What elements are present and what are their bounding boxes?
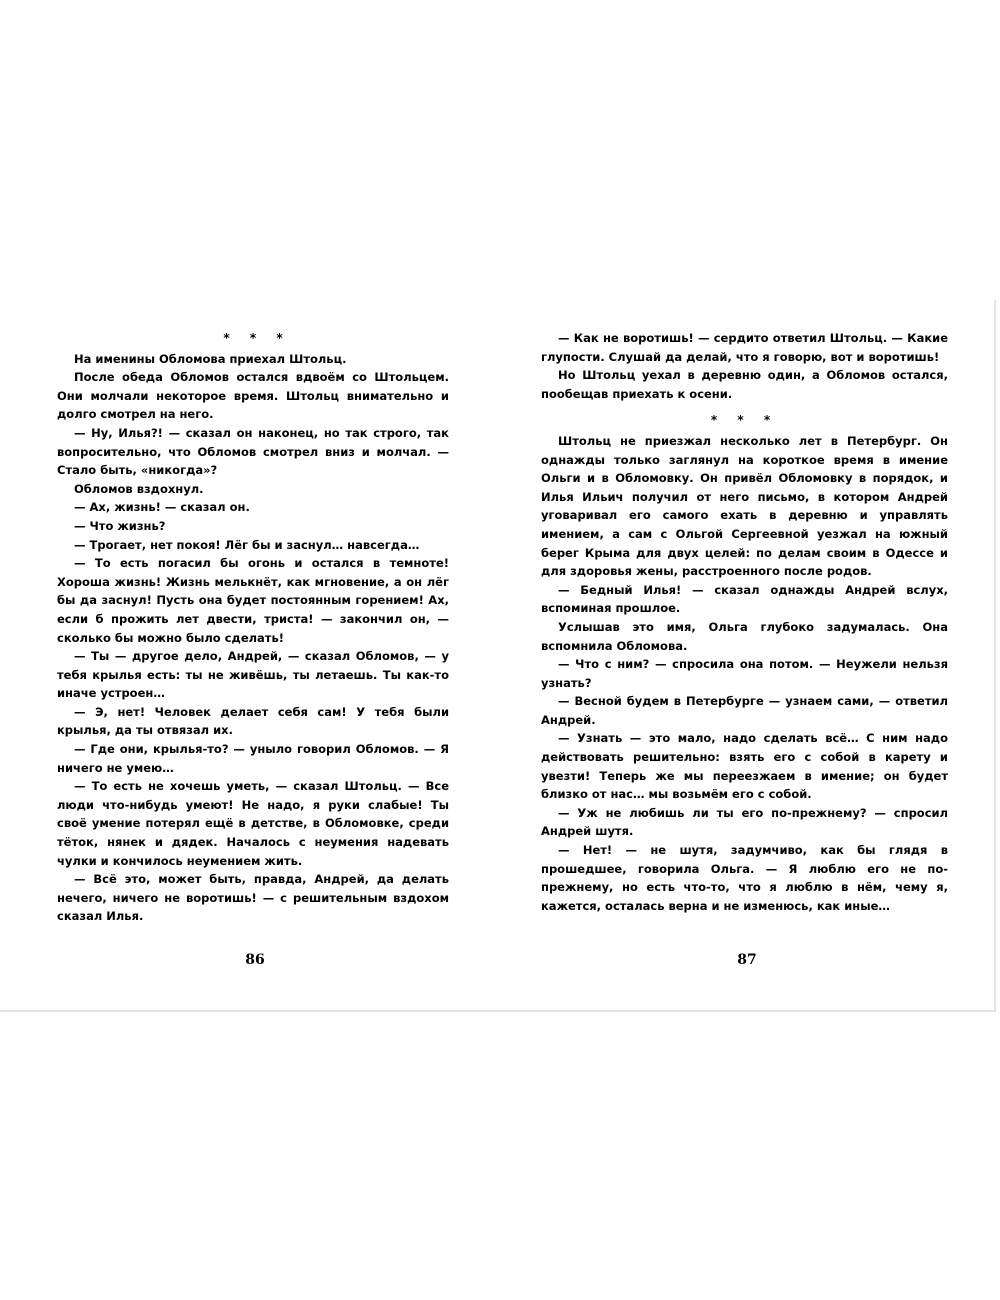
paragraph: — Ты — другое дело, Андрей, — сказал Обломов, — у тебя крылья есть: ты не живёшь, ты летаешь. Ты как-то иначе устроен…: [57, 649, 449, 701]
section-separator: * * *: [710, 413, 779, 428]
paragraph: На именины Обломова приехал Штольц.: [74, 351, 347, 366]
paragraph: Но Штольц уехал в деревню один, а Обломов остался, пообещав приехать к осени.: [541, 368, 948, 401]
paragraph: — Э, нет! Человек делает себя сам! У тебя были крылья, да ты отвязал их.: [57, 704, 449, 738]
paragraph: — Как не воротишь! — сердито ответил Штольц. — Какие глупости. Слушай да делай, что я говорю, вот и воротишь!: [541, 331, 948, 364]
paragraph: Обломов вздохнул.: [74, 481, 204, 496]
section-separator: * * *: [223, 331, 291, 345]
paragraph: — Трогает, нет покоя! Лёг бы и заснул… навсегда…: [74, 537, 420, 552]
paragraph: — То есть не хочешь уметь, — сказал Штольц. — Все люди что-нибудь умеют! Не надо, я руки слабые! Ты своё умение потерял ещё в детстве, в Обломовке, среди тёток, нянек и дядек. Началось с неумения надевать чулки и кончилось неумением жить.: [57, 779, 449, 868]
right-page-text: [541, 329, 948, 915]
paragraph: — То есть погасил бы огонь и остался в темноте! Хороша жизнь! Жизнь мелькнёт, как мгновение, а он лёг бы да заснул! Пусть она будет постоянным горением! Ах, если б прожить лет двести, триста! — закончил он, — сколько бы можно было сделать!: [57, 556, 449, 645]
paragraph: После обеда Обломов остался вдвоём со Штольцем. Они молчали некоторое время. Штольц внимательно и долго смотрел на него.: [57, 370, 449, 422]
paragraph: — Где они, крылья-то? — уныло говорил Обломов. — Я ничего не умею…: [57, 742, 449, 775]
right-page: [500, 300, 994, 1012]
left-page: [0, 300, 500, 1012]
paragraph: — Что жизнь?: [74, 518, 166, 533]
paragraph: — Уж не любишь ли ты его по-прежнему? — спросил Андрей шутя.: [541, 805, 948, 839]
paragraph: Штольц не приезжал несколько лет в Петербург. Он однажды только заглянул на короткое время в имение Ольги и в Обломовку. Он привёл Обломовку в порядок, и Илья Ильич получил от него письмо, в котором Андрей уговаривал его самого ехать в деревню и управлять имением, а сам с Ольгой Сергеевной уезжал на южный берег Крыма для двух целей: по делам своим в Одессе и для здоровья жены, расстроенного после родов.: [541, 433, 948, 579]
page-number-right: 87: [737, 952, 757, 968]
paragraph: — Всё это, может быть, правда, Андрей, да делать нечего, ничего не воротишь! — с решительным вздохом сказал Илья.: [57, 872, 449, 924]
paragraph: — Ну, Илья?! — сказал он наконец, но так строго, так вопросительно, что Обломов смотрел вниз и молчал. — Стало быть, «никогда»?: [57, 425, 449, 478]
left-page-text: [57, 329, 449, 926]
paragraph: — Весной будем в Петербурге — узнаем сами, — ответил Андрей.: [541, 694, 948, 727]
paragraph: — Что с ним? — спросила она потом. — Неужели нельзя узнать?: [541, 657, 948, 690]
paragraph: — Узнать — это мало, надо сделать всё… С ним надо действовать решительно: взять его с собой в карету и увезти! Теперь же мы переезжаем в имение; он будет близко от нас… мы возьмём его с собой.: [541, 731, 948, 802]
book-spread: [0, 300, 996, 1012]
paragraph: Услышав это имя, Ольга глубоко задумалась. Она вспомнила Обломова.: [541, 619, 948, 653]
paragraph: — Ах, жизнь! — сказал он.: [74, 500, 250, 515]
paragraph: — Бедный Илья! — сказал однажды Андрей вслух, вспоминая прошлое.: [541, 582, 948, 616]
page-number-left: 86: [245, 952, 265, 968]
paragraph: — Нет! — не шутя, задумчиво, как бы глядя в прошедшее, говорила Ольга. — Я люблю его не по-прежнему, но есть что-то, что я люблю в нём, чему я, кажется, осталась верна и не изменюсь, как иные…: [541, 843, 948, 913]
